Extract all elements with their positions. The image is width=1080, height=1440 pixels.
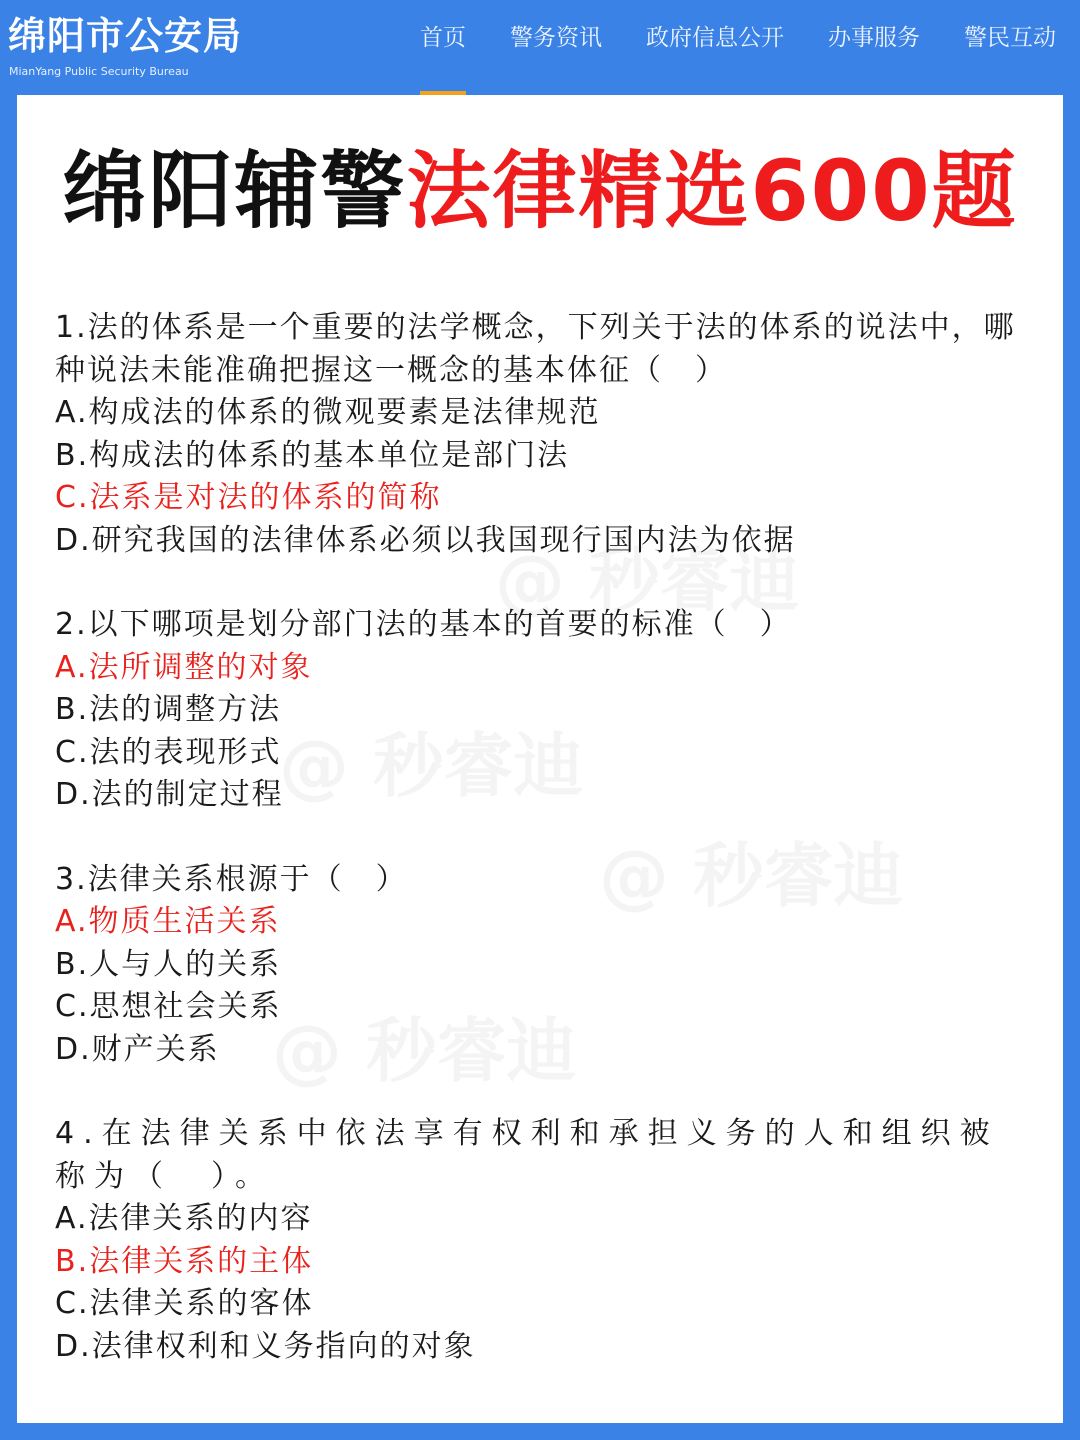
option-b-correct: B.法律关系的主体: [55, 1243, 314, 1279]
main-nav: [420, 22, 1056, 54]
option-b: B.构成法的体系的基本单位是部门法: [55, 437, 570, 473]
site-title[interactable]: 绵阳市公安局: [8, 14, 243, 58]
option-a: A.构成法的体系的微观要素是法律规范: [55, 395, 601, 430]
question-4: [55, 1113, 1030, 1368]
option-b: B.法的调整方法: [55, 692, 282, 727]
content-card: [17, 95, 1063, 1423]
option-a-correct: A.物质生活关系: [55, 904, 281, 939]
option-c: C.思想社会关系: [55, 989, 282, 1024]
nav-item-services[interactable]: 办事服务: [828, 25, 920, 51]
option-c: C.法的表现形式: [55, 734, 282, 770]
question-text: 1.法的体系是一个重要的法学概念，下列关于法的体系的说法中，哪种说法未能准确把握这一概念的基本体征（ ）: [55, 310, 1016, 388]
option-d: D.法律权利和义务指向的对象: [55, 1328, 476, 1364]
option-d: D.法的制定过程: [55, 777, 284, 812]
question-text: 4.在法律关系中依法享有权利和承担义务的人和组织被称为（ ）。: [55, 1116, 999, 1194]
nav-item-interaction[interactable]: 警民互动: [964, 25, 1056, 51]
site-subtitle: MianYang Public Security Bureau: [9, 65, 189, 78]
question-text: 3.法律关系根源于（ ）: [55, 861, 408, 897]
option-d: D.财产关系: [55, 1031, 220, 1067]
question-1: [55, 307, 1030, 562]
nav-item-gov-info[interactable]: 政府信息公开: [646, 25, 784, 51]
page-title: [17, 141, 1063, 241]
option-b: B.人与人的关系: [55, 946, 282, 982]
question-2: [55, 604, 1030, 817]
nav-item-police-news[interactable]: 警务资讯: [510, 25, 602, 51]
question-text: 2.以下哪项是划分部门法的基本的首要的标准（ ）: [55, 607, 792, 642]
nav-item-home[interactable]: 首页: [420, 22, 466, 54]
option-c-correct: C.法系是对法的体系的简称: [55, 480, 442, 515]
title-part-1: 绵阳辅警: [62, 142, 407, 240]
option-c: C.法律关系的客体: [55, 1286, 314, 1321]
question-list: [55, 307, 1030, 1410]
question-3: [55, 859, 1030, 1072]
site-header: [0, 0, 1080, 95]
option-d: D.研究我国的法律体系必须以我国现行国内法为依据: [55, 522, 796, 558]
option-a: A.法律关系的内容: [55, 1201, 313, 1236]
option-a-correct: A.法所调整的对象: [55, 649, 313, 685]
title-part-2: 法律精选600题: [406, 142, 1018, 240]
